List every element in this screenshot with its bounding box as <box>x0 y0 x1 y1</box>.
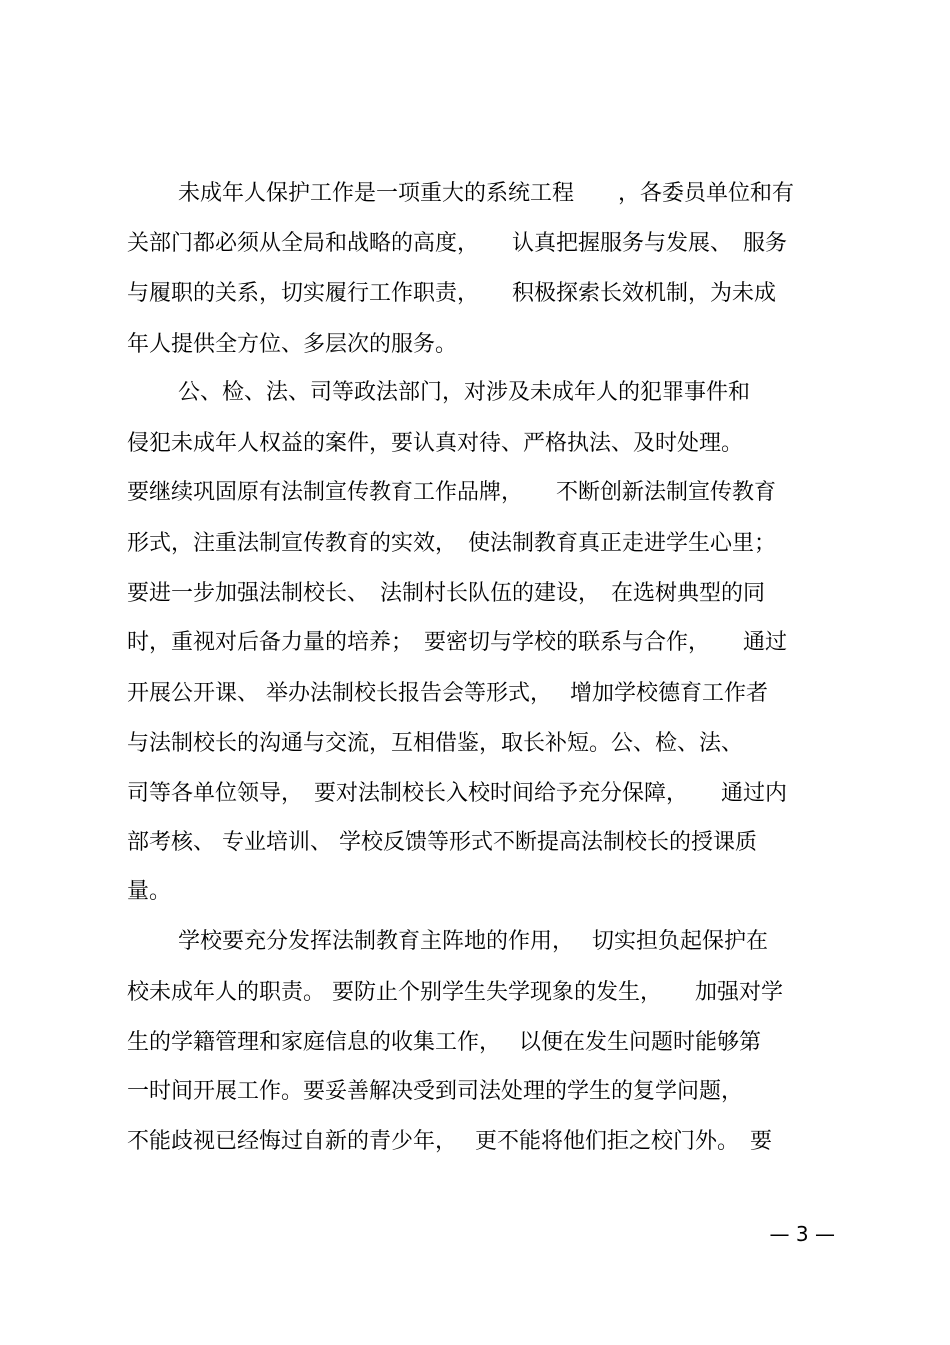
paragraph-1-line-1: 未成年人保护工作是一项重大的系统工程 ，各委员单位和有 <box>178 181 795 206</box>
paragraph-1-line-4: 年人提供全方位、多层次的服务。 <box>127 332 458 357</box>
paragraph-2-line-1: 公、检、法、司等政法部门，对涉及未成年人的犯罪事件和 <box>178 380 751 405</box>
paragraph-1-line-3: 与履职的关系，切实履行工作职责， 积极探索长效机制，为未成 <box>127 281 777 306</box>
paragraph-3-line-4: 一时间开展工作。要妥善解决受到司法处理的学生的复学问题， <box>127 1079 744 1104</box>
paragraph-2-line-4: 形式，注重法制宣传教育的实效， 使法制教育真正走进学生心里； <box>127 531 777 556</box>
paragraph-2-line-9: 司等各单位领导， 要对法制校长入校时间给予充分保障， 通过内 <box>127 781 788 806</box>
paragraph-2-line-8: 与法制校长的沟通与交流，互相借鉴，取长补短。公、检、法、 <box>127 731 744 756</box>
paragraph-3-line-1: 学校要充分发挥法制教育主阵地的作用， 切实担负起保护在 <box>178 929 768 954</box>
paragraph-3-line-3: 生的学籍管理和家庭信息的收集工作， 以便在发生问题时能够第 <box>127 1030 761 1055</box>
paragraph-2-line-10: 部考核、 专业培训、 学校反馈等形式不断提高法制校长的授课质 <box>127 830 757 855</box>
paragraph-3-line-2: 校未成年人的职责。 要防止个别学生失学现象的发生， 加强对学 <box>127 980 783 1005</box>
paragraph-3-line-5: 不能歧视已经悔过自新的青少年， 更不能将他们拒之校门外。 要 <box>127 1129 772 1154</box>
paragraph-2-line-5: 要进一步加强法制校长、 法制村长队伍的建设， 在选树典型的同 <box>127 581 766 606</box>
page-number: — 3 — <box>769 1222 835 1246</box>
paragraph-2-line-2: 侵犯未成年人权益的案件，要认真对待、严格执法、及时处理。 <box>127 431 744 456</box>
paragraph-2-line-7: 开展公开课、 举办法制校长报告会等形式， 增加学校德育工作者 <box>127 681 768 706</box>
paragraph-1-line-2: 关部门都必须从全局和战略的高度， 认真把握服务与发展、 服务 <box>127 231 788 256</box>
paragraph-2-line-6: 时，重视对后备力量的培养； 要密切与学校的联系与合作， 通过 <box>127 630 788 655</box>
paragraph-2-line-3: 要继续巩固原有法制宣传教育工作品牌， 不断创新法制宣传教育 <box>127 480 777 505</box>
paragraph-2-line-11: 量。 <box>127 879 172 904</box>
